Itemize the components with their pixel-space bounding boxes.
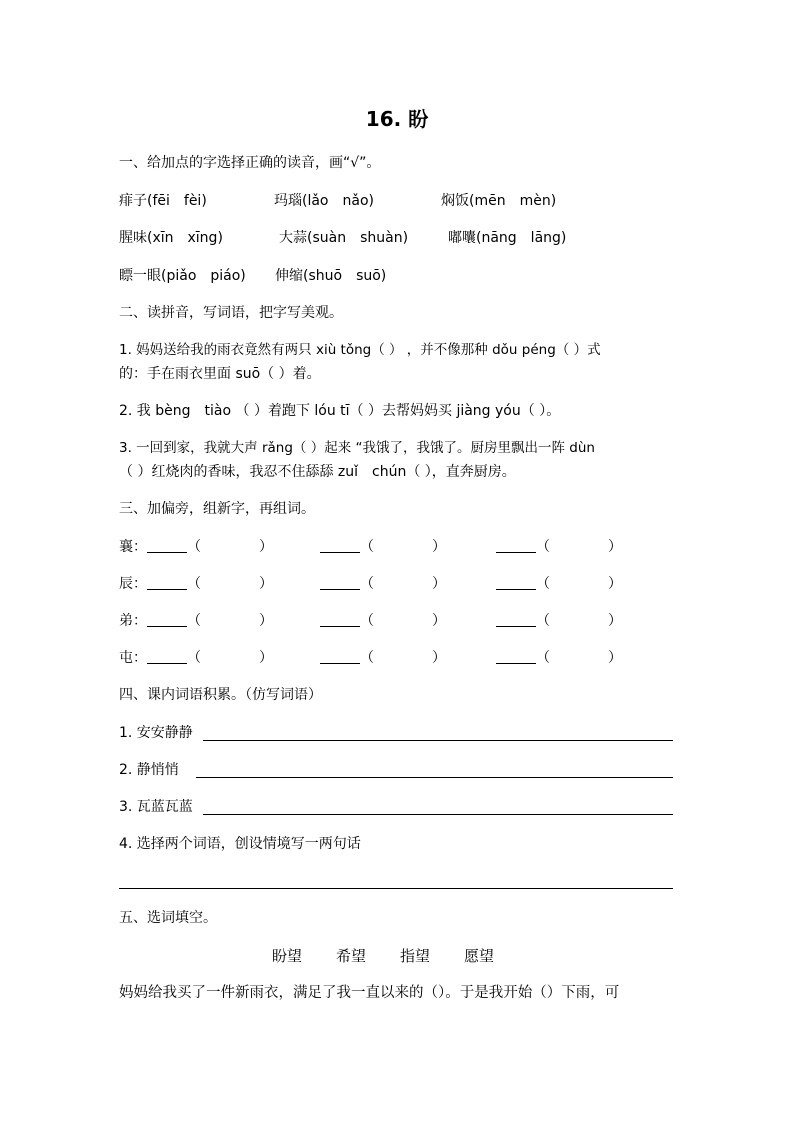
base-character: 辰： [119, 576, 147, 592]
answer-blank[interactable] [496, 538, 536, 553]
answer-line[interactable] [203, 740, 673, 741]
imitation-item: 1. 安安静静 [119, 725, 193, 741]
base-character: 弟： [119, 613, 147, 629]
imitation-item: 2. 静悄悄 [119, 762, 179, 778]
pinyin-choice-item: 嘟囔(nāng lāng) [448, 230, 567, 246]
page-title: 16. 盼 [365, 107, 429, 131]
section3-heading: 三、加偏旁，组新字，再组词。 [119, 501, 315, 517]
section2-question-1: 1. 妈妈送给我的雨衣竟然有两只 xiù tǒng（ ） ，并不像那种 dǒu péng（ ）式 [119, 342, 601, 358]
pinyin-choice-item: 痱子(fēi fèi) [119, 193, 207, 209]
base-character: 襄： [119, 539, 147, 555]
word-option: 盼望 [272, 947, 303, 965]
answer-blank[interactable] [147, 575, 187, 590]
word-option: 希望 [336, 947, 367, 965]
fill-in-paragraph: 妈妈给我买了一件新雨衣，满足了我一直以来的（）。于是我开始（）下雨，可 [119, 985, 620, 1001]
section5-heading: 五、选词填空。 [119, 910, 217, 926]
imitation-item: 3. 瓦蓝瓦蓝 [119, 799, 193, 815]
answer-blank[interactable] [147, 538, 187, 553]
pinyin-choice-item: 焖饭(mēn mèn) [441, 193, 557, 209]
radical-answer-group: （ ） [496, 574, 622, 594]
radical-row: 辰： （ ） [119, 576, 273, 592]
word-option: 愿望 [464, 947, 495, 965]
radical-answer-group: （ ） [320, 648, 446, 668]
section2-question-1-cont: 的：手在雨衣里面 suō（ ）着。 [119, 366, 321, 382]
writing-prompt: 4. 选择两个词语，创设情境写一两句话 [119, 836, 361, 852]
answer-blank[interactable] [496, 575, 536, 590]
answer-blank[interactable] [320, 538, 360, 553]
section1-heading: 一、给加点的字选择正确的读音，画“√”。 [119, 155, 381, 171]
answer-blank[interactable] [147, 649, 187, 664]
pinyin-choice-item: 腥味(xīn xīng) [119, 230, 223, 246]
pinyin-choice-item: 瞟一眼(piǎo piáo) [119, 268, 246, 284]
radical-answer-group: （ ） [320, 611, 446, 631]
answer-blank[interactable] [320, 575, 360, 590]
base-character: 屯： [119, 650, 147, 666]
answer-line[interactable] [203, 814, 673, 815]
answer-blank[interactable] [320, 612, 360, 627]
radical-answer-group: （ ） [496, 611, 622, 631]
pinyin-choice-item: 玛瑙(lǎo nǎo) [274, 193, 374, 209]
pinyin-choice-item: 大蒜(suàn shuàn) [279, 230, 409, 246]
section2-heading: 二、读拼音，写词语，把字写美观。 [119, 305, 343, 321]
answer-line[interactable] [119, 888, 673, 889]
radical-answer-group: （ ） [496, 648, 622, 668]
radical-row: 弟： （ ） [119, 613, 273, 629]
word-option: 指望 [400, 947, 431, 965]
answer-blank[interactable] [147, 612, 187, 627]
radical-answer-group: （ ） [320, 537, 446, 557]
radical-answer-group: （ ） [496, 537, 622, 557]
radical-row: 襄： （ ） [119, 539, 273, 555]
section2-question-3: 3. 一回到家，我就大声 rǎng（ ）起来 “我饿了，我饿了。厨房里飘出一阵 dùn [119, 440, 595, 456]
radical-answer-group: （ ） [320, 574, 446, 594]
answer-blank[interactable] [496, 612, 536, 627]
answer-blank[interactable] [320, 649, 360, 664]
section2-question-2: 2. 我 bèng tiào （ ）着跑下 lóu tī（ ）去帮妈妈买 jiàng yóu（ ）。 [119, 403, 561, 419]
radical-row: 屯： （ ） [119, 650, 273, 666]
section4-heading: 四、课内词语积累。（仿写词语） [119, 687, 322, 703]
answer-line[interactable] [196, 777, 673, 778]
answer-blank[interactable] [496, 649, 536, 664]
section2-question-3-cont: （ ）红烧肉的香味，我忍不住舔舔 zuǐ chún（ ），直奔厨房。 [119, 464, 516, 480]
pinyin-choice-item: 伸缩(shuō suō) [275, 268, 387, 284]
